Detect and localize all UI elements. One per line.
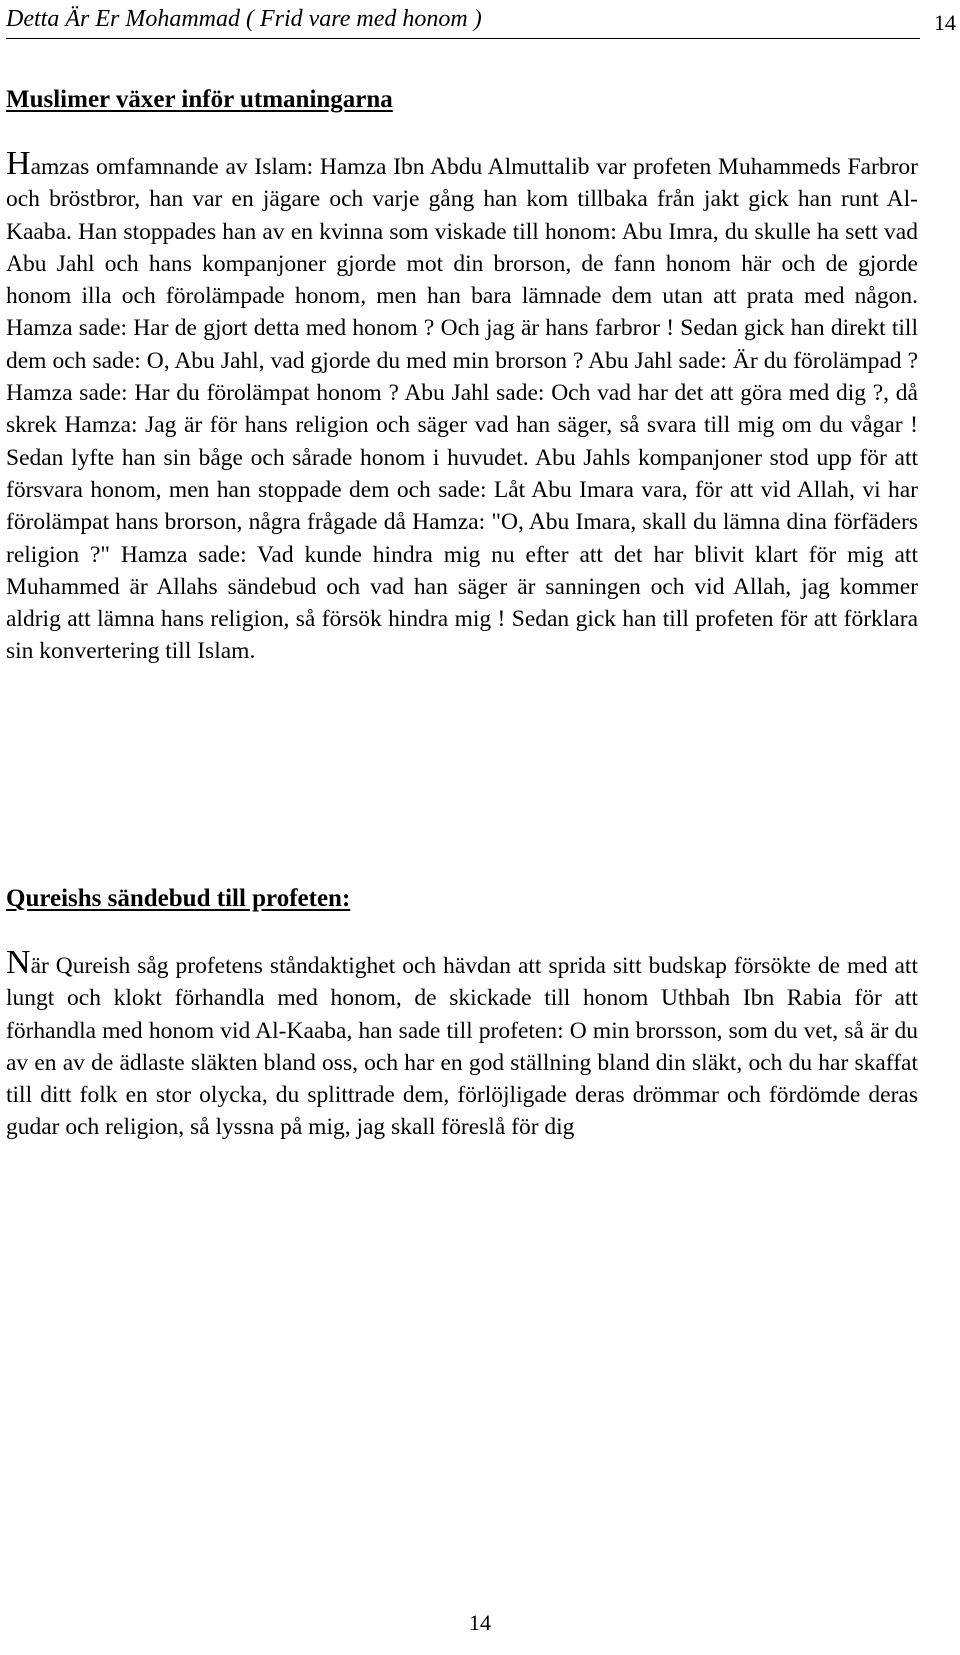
paragraph-text: amzas omfamnande av Islam: Hamza Ibn Abdu Almuttalib var profeten Muhammeds Farbror och bröstbror, han var en jägare och varje gång han kom tillbaka från jakt gick han runt Al-Kaaba. Han stoppades han av en kvinna som viskade till honom: Abu Imra, du skulle ha sett vad Abu Jahl och hans kompanjoner gjorde mot din brorson, de fann honom här och de gjorde honom illa och förolämpade honom, men han bara lämnade dem utan att prata med någon. Hamza sade: Har de gjort detta med honom ? Och jag är hans farbror ! Sedan gick han direkt till dem och sade: O, Abu Jahl, vad gjorde du med min brorson ? Abu Jahl sade: Är du förolämpad ? Hamza sade: Har du förolämpat honom ? Abu Jahl sade: Och vad har det att göra med dig ?, då skrek Hamza: Jag är för hans religion och säger vad han säger, så svara till mig om du vågar ! Sedan lyfte han sin båge och sårade honom i huvudet. Abu Jahls kompanjoner stod upp för att försvara honom, men han stoppade dem och sade: Låt Abu Imara vara, för att vid Allah, vi har förolämpat hans brorson, några frågade då Hamza: "O, Abu Imara, skall du lämna dina förfäders religion ?" Hamza sade: Vad kunde hindra mig nu efter att det har blivit klart för mig att Muhammed är Allahs sändebud och vad han säger är sanningen och vid Allah, jag kommer aldrig att lämna hans religion, så försök hindra mig ! Sedan gick han till profeten för att förklara sin konvertering till Islam. [6,154,918,665]
paragraph-qureish-envoy [6,944,918,1144]
footer-page-number: 14 [469,1610,491,1635]
section-heading-qureish-envoy: Qureishs sändebud till profeten: [6,885,351,912]
section-heading-muslims-grow: Muslimer växer inför utmaningarna [6,86,393,113]
paragraph-hamza-conversion [6,145,918,668]
header-page-number: 14 [934,10,956,35]
paragraph-text: är Qureish såg profetens ståndaktighet och hävdan att sprida sitt budskap försökte de med att lungt och klokt förhandla med honom, de skickade till honom Uthbah Ibn Rabia för att förhandla med honom vid Al-Kaaba, han sade till profeten: O min brorsson, som du vet, så är du av en av de ädlaste släkten bland oss, och har en god ställning bland din släkt, och du har skaffat till ditt folk en stor olycka, du splittrade dem, förlöjligade deras drömmar och fördömde deras gudar och religion, så lyssna på mig, jag skall föreslå för dig [6,953,918,1141]
running-title: Detta Är Er Mohammad ( Frid vare med honom ) [6,6,482,32]
initial-letter: H [6,145,31,182]
initial-letter: N [6,944,31,981]
running-header [6,4,956,39]
